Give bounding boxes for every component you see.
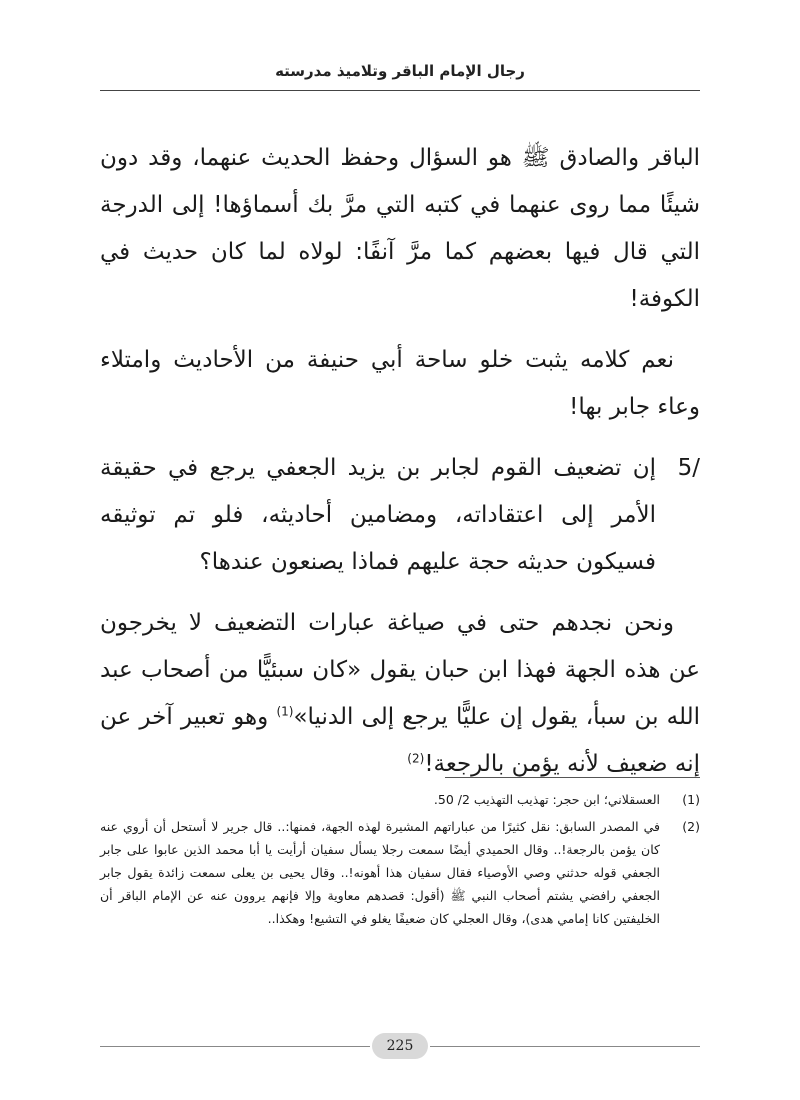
footnote-number: (1) [682,792,700,807]
footnote-divider [445,777,700,778]
footnote-1 [100,788,700,811]
footnotes [100,788,700,934]
page-footer [100,1033,700,1059]
footnote-ref-1[interactable]: (1) [276,704,294,719]
footnote-2 [100,815,700,930]
page-number: 225 [372,1033,428,1059]
header-divider [100,90,700,91]
paragraph-2: نعم كلامه يثبت خلو ساحة أبي حنيفة من الأحاديث وامتلاء وعاء جابر بها! [100,347,700,420]
footer-rule-right [430,1046,700,1047]
footnote-text: العسقلاني؛ ابن حجر: تهذيب التهذيب 2/ 50. [433,792,660,807]
footnote-number: (2) [682,819,700,834]
footnote-text: في المصدر السابق: نقل كثيرًا من عباراتهم المشيرة لهذه الجهة، فمنها:.. قال جرير لا أستحل أن أروي عنه كان يؤمن بالرجعة!.. وقال الحميدي أيضًا سمعت رجلا يسأل سفيان أرأيت يا أبا محمد الذين عابوا على جابر الجعفي قوله حدثني وصي الأوصياء فقال سفيان هذا أهونه!.. وقال يحيى بن يعلى سمعت زائدة يقول جابر الجعفي رافضي يشتم أصحاب النبي ﷺ (أقول: قصدهم معاوية وإلا فإنهم يروون عنه عن الإمام الباقر أن الخليفتين كانا إمامي هدى)، وقال العجلي كان ضعيفًا يغلو في التشيع! وهكذا.. [100,819,660,926]
paragraph-3 [100,600,700,788]
footnote-ref-2[interactable]: (2) [407,751,425,766]
paragraph-3-part-2: وهو تعبير آخر عن إنه ضعيف لأنه يؤمن بالرجعة! [100,704,700,777]
list-marker: /5 [677,455,700,481]
paragraph-1: الباقر والصادق ﷺ هو السؤال وحفظ الحديث عنهما، وقد دون شيئًا مما روى عنهما في كتبه التي مرَّ بك أسماؤها! إلى الدرجة التي قال فيها بعضهم كما مرَّ آنفًا: لولاه لما كان حديث في الكوفة! [100,145,700,312]
footer-rule-left [100,1046,370,1047]
list-item-text: إن تضعيف القوم لجابر بن يزيد الجعفي يرجع في حقيقة الأمر إلى اعتقاداته، ومضامين أحاديثه، فلو تم توثيقه فسيكون حديثه حجة عليهم فماذا يصنعون عندها؟ [100,455,656,575]
paragraph-3-part-1: ونحن نجدهم حتى في صياغة عبارات التضعيف لا يخرجون عن هذه الجهة فهذا ابن حبان يقول «كان سبئيًّا من أصحاب عبد الله بن سبأ، يقول إن عليًّا يرجع إلى الدنيا» [100,610,700,730]
running-head-title: رجال الإمام الباقر وتلاميذ مدرسته [275,62,525,80]
list-item-5 [100,445,700,586]
main-text [100,135,700,802]
